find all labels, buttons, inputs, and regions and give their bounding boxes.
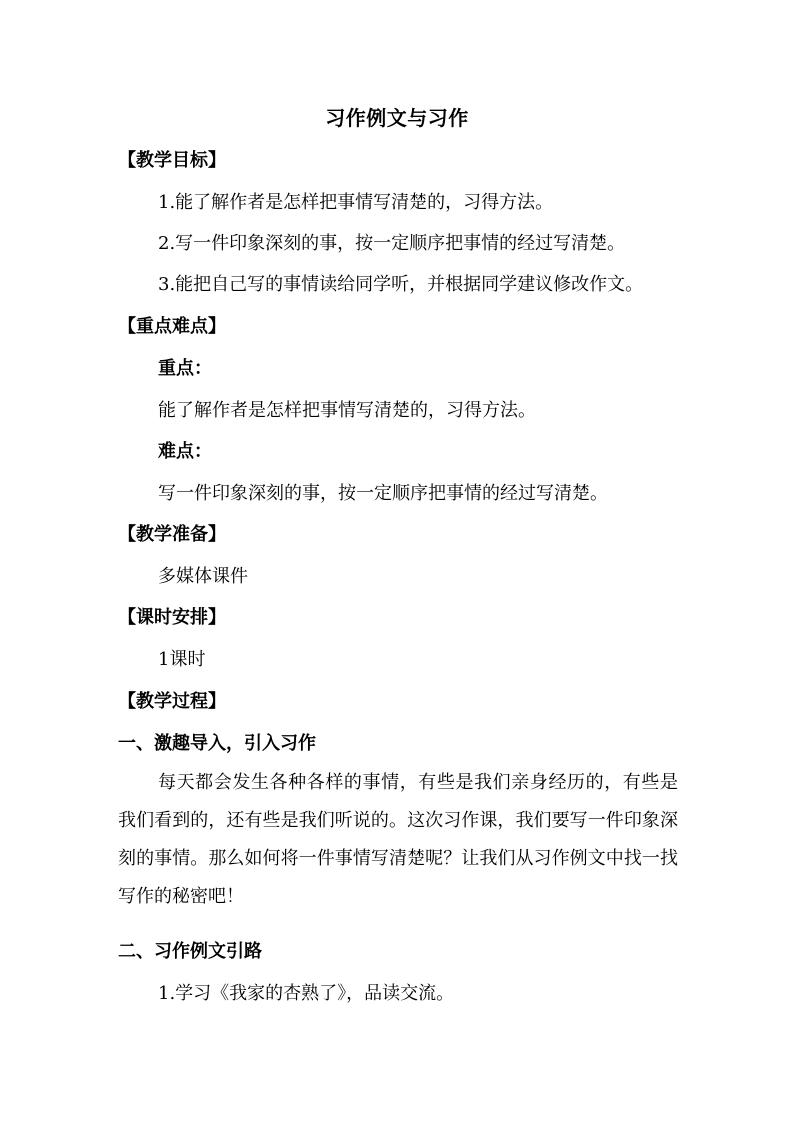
key-point-label: 重点： [158, 358, 212, 379]
document-title: 习作例文与习作 [325, 106, 469, 130]
section1-paragraph: 每天都会发生各种各样的事情，有些是我们亲身经历的，有些是我们看到的，还有些是我们听说的。这次习作课，我们要写一件印象深刻的事情。那么如何将一件事情写清楚呢？让我们从习作例文中找一找写作的秘密吧！ [118, 772, 678, 907]
goal-item-2: 2.写一件印象深刻的事，按一定顺序把事情的经过写清楚。 [158, 233, 626, 254]
schedule-text: 1课时 [158, 649, 206, 670]
process-heading: 【教学过程】 [118, 691, 226, 712]
difficulty-text: 写一件印象深刻的事，按一定顺序把事情的经过写清楚。 [158, 483, 608, 504]
schedule-heading: 【课时安排】 [118, 607, 226, 628]
key-point-text: 能了解作者是怎样把事情写清楚的，习得方法。 [158, 400, 536, 421]
section1-heading: 一、激趣导入，引入习作 [118, 733, 316, 754]
section2-heading: 二、习作例文引路 [118, 941, 262, 962]
key-points-heading: 【重点难点】 [118, 316, 226, 337]
difficulty-label: 难点： [158, 441, 212, 462]
preparation-text: 多媒体课件 [158, 566, 248, 587]
goals-heading: 【教学目标】 [118, 150, 226, 171]
goal-item-3: 3.能把自己写的事情读给同学听，并根据同学建议修改作文。 [158, 274, 644, 295]
section2-item-1: 1.学习《我家的杏熟了》，品读交流。 [158, 983, 455, 1004]
preparation-heading: 【教学准备】 [118, 524, 226, 545]
goal-item-1: 1.能了解作者是怎样把事情写清楚的，习得方法。 [158, 192, 554, 213]
